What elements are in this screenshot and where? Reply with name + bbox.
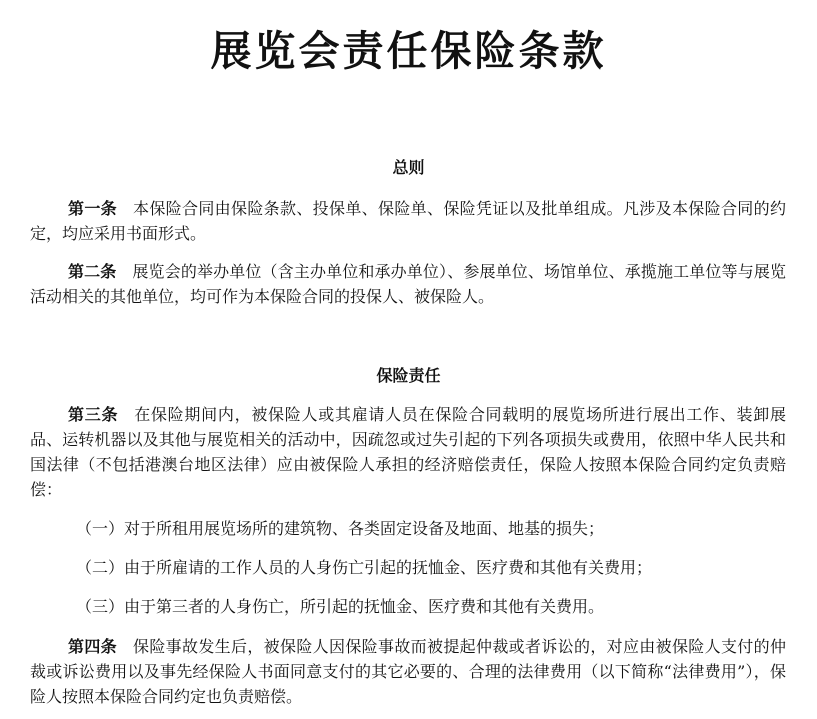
document-title: 展览会责任保险条款 — [210, 27, 607, 75]
article-2 — [30, 259, 786, 309]
article-1 — [30, 196, 786, 246]
article-3 — [30, 402, 786, 502]
article-number: 第二条 — [68, 262, 117, 281]
article-text: 在保险期间内，被保险人或其雇请人员在保险合同载明的展览场所进行展出工作、装卸展品、运转机器以及其他与展览相关的活动中，因疏忽或过失引起的下列各项损失或费用，依照中华人民共和国法律（不包括港澳台地区法律）应由被保险人承担的经济赔偿责任，保险人按照本保险合同约定负责赔偿： — [30, 405, 786, 499]
article-number: 第三条 — [68, 405, 119, 424]
section-heading-general: 总则 — [392, 158, 425, 177]
article-number: 第一条 — [68, 199, 117, 218]
list-item: （一）对于所租用展览场所的建筑物、各类固定设备及地面、地基的损失； — [76, 519, 605, 538]
list-item: （三）由于第三者的人身伤亡，所引起的抚恤金、医疗费和其他有关费用。 — [76, 597, 605, 616]
article-text: 本保险合同由保险条款、投保单、保险单、保险凭证以及批单组成。凡涉及本保险合同的约定，均应采用书面形式。 — [30, 199, 786, 243]
article-text: 展览会的举办单位（含主办单位和承办单位）、参展单位、场馆单位、承揽施工单位等与展览活动相关的其他单位，均可作为本保险合同的投保人、被保险人。 — [30, 262, 786, 306]
article-text: 保险事故发生后，被保险人因保险事故而被提起仲裁或者诉讼的，对应由被保险人支付的仲裁或诉讼费用以及事先经保险人书面同意支付的其它必要的、合理的法律费用（以下简称“法律费用”），保险人按照本保险合同约定也负责赔偿。 — [30, 637, 786, 706]
section-heading-liability: 保险责任 — [376, 366, 441, 385]
article-4 — [30, 634, 786, 709]
list-item: （二）由于所雇请的工作人员的人身伤亡引起的抚恤金、医疗费和其他有关费用； — [76, 558, 653, 577]
article-number: 第四条 — [68, 637, 117, 656]
